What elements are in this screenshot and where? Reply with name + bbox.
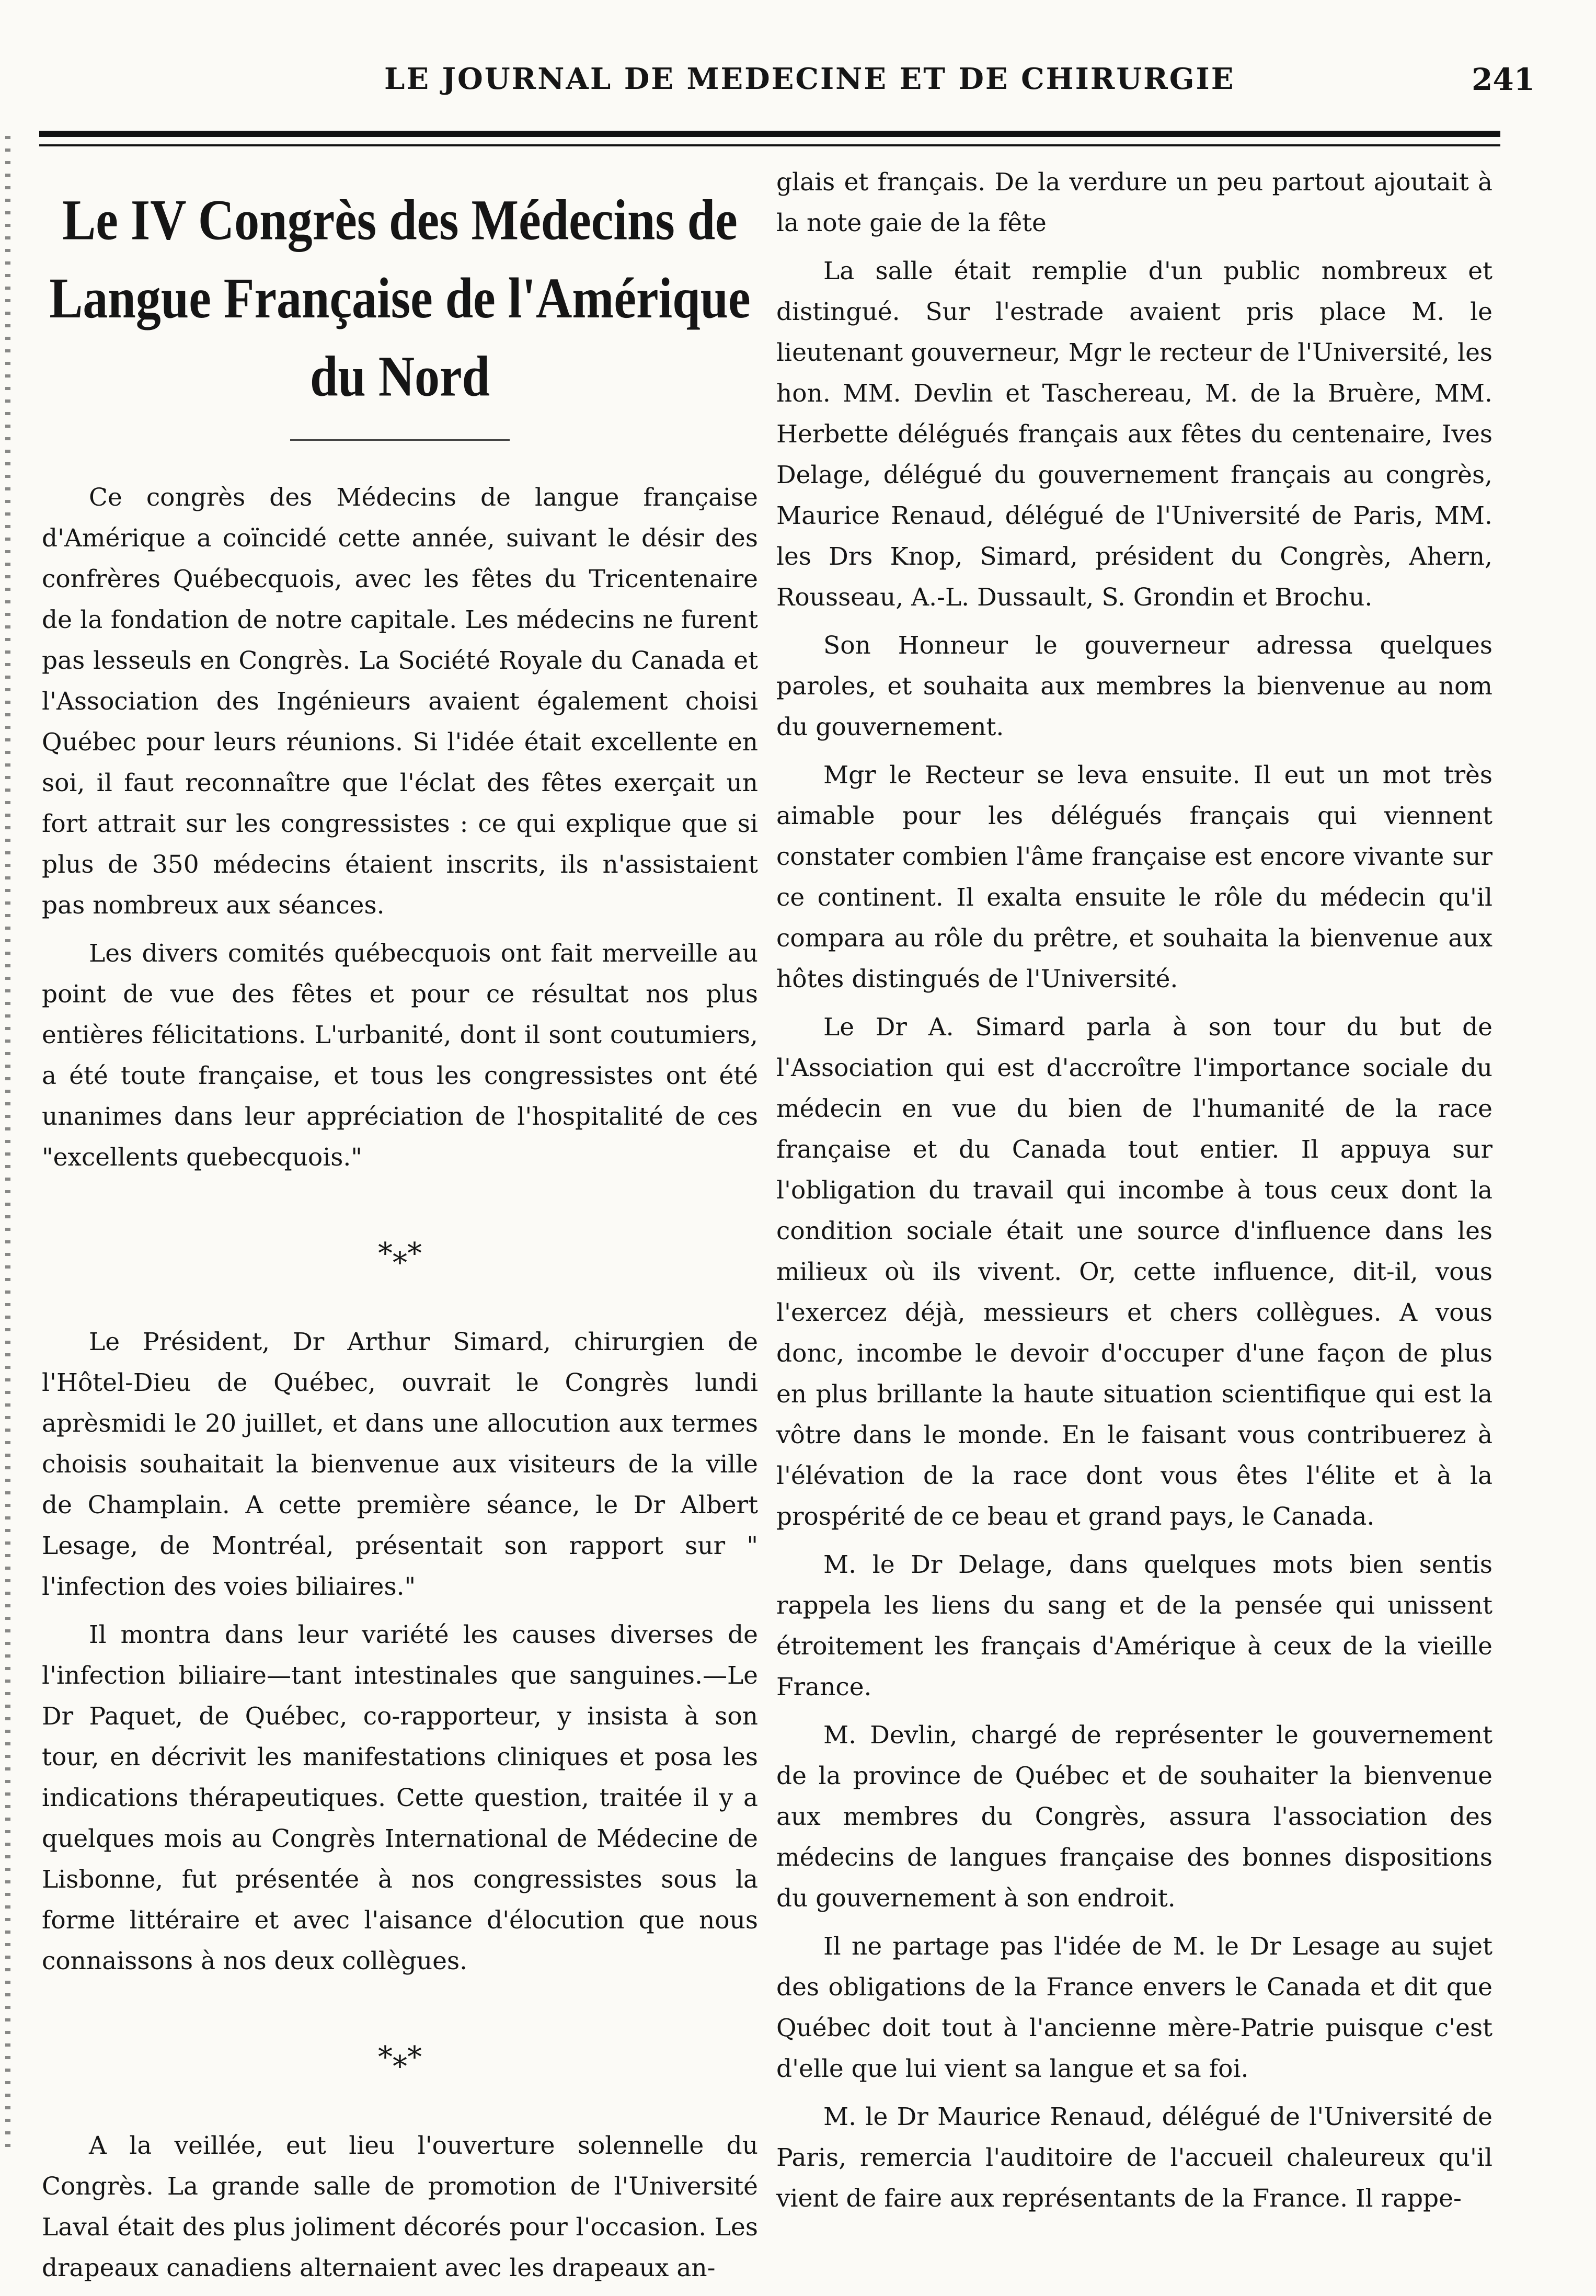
paragraph: Les divers comités québecquois ont fait merveille au point de vue des fêtes et pour ce résultat nos plus entières félicitations. L'urbanité, dont il sont coutumiers, a été toute française, et tous les congressistes ont été unanimes dans leur appréciation de l'hospitalité de ces "excellents quebecquois." [42, 939, 758, 1172]
paragraph: A la veillée, eut lieu l'ouverture solennelle du Congrès. La grande salle de promotion de l'Université Laval était des plus joliment décorés pour l'occasion. Les drapeaux canadiens alternaient avec les drapeaux an- [42, 2131, 758, 2282]
separator-star: * [407, 1237, 422, 1271]
separator-star: * [393, 2050, 407, 2084]
paragraph: Le Président, Dr Arthur Simard, chirurgien de l'Hôtel-Dieu de Québec, ouvrait le Congrès lundi aprèsmidi le 20 juillet, et dans une allocution aux termes choisis souhaitait la bienvenue aux visiteurs de la ville de Champlain. A cette première séance, le Dr Albert Lesage, de Montréal, présentait son rapport sur " l'infection des voies biliaires." [42, 1328, 758, 1601]
separator-star: * [378, 1237, 393, 1271]
left-column [42, 173, 758, 2296]
paragraph: La salle était remplie d'un public nombreux et distingué. Sur l'estrade avaient pris place M. le lieutenant gouverneur, Mgr le recteur de l'Université, les hon. MM. Devlin et Taschereau, M. de la Bruère, MM. Herbette délégués français aux fêtes du centenaire, Ives Delage, délégué du gouvernement français au congrès, Maurice Renaud, délégué de l'Université de Paris, MM. les Drs Knop, Simard, président du Congrès, Ahern, Rousseau, A.-L. Dussault, S. Grondin et Brochu. [776, 257, 1492, 612]
running-title: LE JOURNAL DE MEDECINE ET DE CHIRURGIE [384, 62, 1235, 96]
article-title: Le IV Congrès des Médecins de Langue Française de l'Amérique du Nord [49, 187, 751, 408]
section-separator [42, 2039, 758, 2084]
scan-edge-artifact [5, 136, 10, 2154]
paragraph: Il montra dans leur variété les causes diverses de l'infection biliaire—tant intestinales que sanguines.—Le Dr Paquet, de Québec, co-rapporteur, y insista à son tour, en décrivit les manifestations cliniques et posa les indications thérapeutiques. Cette question, traitée il y a quelques mois au Congrès International de Médecine de Lisbonne, fut présentée à nos congressistes sous la forme littéraire et avec l'aisance d'élocution que nous connaissons à nos deux collègues. [42, 1620, 758, 1975]
header-rule-thick [39, 131, 1500, 137]
paragraph: M. le Dr Delage, dans quelques mots bien sentis rappela les liens du sang et de la pensée qui unissent étroitement les français d'Amérique à ceux de la vieille France. [776, 1550, 1492, 1701]
paragraph: Ce congrès des Médecins de langue française d'Amérique a coïncidé cette année, suivant le désir des confrères Québecquois, avec les fêtes du Tricentenaire de la fondation de notre capitale. Les médecins ne furent pas lesseuls en Congrès. La Société Royale du Canada et l'Association des Ingénieurs avaient également choisi Québec pour leurs réunions. Si l'idée était excellente en soi, il faut reconnaître que l'éclat des fêtes exerçait un fort attrait sur les congressistes : ce qui explique que si plus de 350 médecins étaient inscrits, ils n'assistaient pas nombreux aux séances. [42, 483, 758, 920]
paragraph: M. Devlin, chargé de représenter le gouvernement de la province de Québec et de souhaiter la bienvenue aux membres du Congrès, assura l'association des médecins de langues française des bonnes dispositions du gouvernement à son endroit. [776, 1721, 1492, 1913]
section-separator [42, 1236, 758, 1280]
paragraph: Il ne partage pas l'idée de M. le Dr Lesage au sujet des obligations de la France envers le Canada et dit que Québec doit tout à l'ancienne mère-Patrie puisque c'est d'elle que lui vient sa langue et sa foi. [776, 1932, 1492, 2083]
page-header [37, 62, 1535, 109]
title-divider [290, 439, 510, 441]
page-number: 241 [1472, 62, 1535, 97]
paragraph: Le Dr A. Simard parla à son tour du but de l'Association qui est d'accroître l'importance sociale du médecin en vue du bien de l'humanité de la race française et du Canada tout entier. Il appuya sur l'obligation du travail qui incombe à tous ceux dont la condition sociale était une source d'influence dans les milieux où ils vivent. Or, cette influence, dit-il, vous l'exercez déjà, messieurs et chers collègues. A vous donc, incombe le devoir d'occuper d'une façon de plus en plus brillante la haute situation scientifique qui est la vôtre dans le monde. En le faisant vous contribuerez à l'élévation de la race dont vous êtes l'élite et à la prospérité de ce beau et grand pays, le Canada. [776, 1013, 1492, 1531]
paragraph: M. le Dr Maurice Renaud, délégué de l'Université de Paris, remercia l'auditoire de l'accueil chaleureux qu'il vient de faire aux représentants de la France. Il rappe- [776, 2103, 1492, 2213]
paragraph: glais et français. De la verdure un peu partout ajoutait à la note gaie de la fête [776, 168, 1492, 237]
header-rule-thin [39, 144, 1500, 146]
separator-star: * [407, 2040, 422, 2074]
separator-star: * [378, 2040, 393, 2074]
paragraph: Son Honneur le gouverneur adressa quelques paroles, et souhaita aux membres la bienvenue au nom du gouvernement. [776, 631, 1492, 741]
separator-star: * [393, 1246, 407, 1280]
paragraph: Mgr le Recteur se leva ensuite. Il eut un mot très aimable pour les délégués français qui viennent constater combien l'âme française est encore vivante sur ce continent. Il exalta ensuite le rôle du médecin qu'il compara au rôle du prêtre, et souhaita la bienvenue aux hôtes distingués de l'Université. [776, 761, 1492, 993]
right-column [776, 162, 1492, 2226]
